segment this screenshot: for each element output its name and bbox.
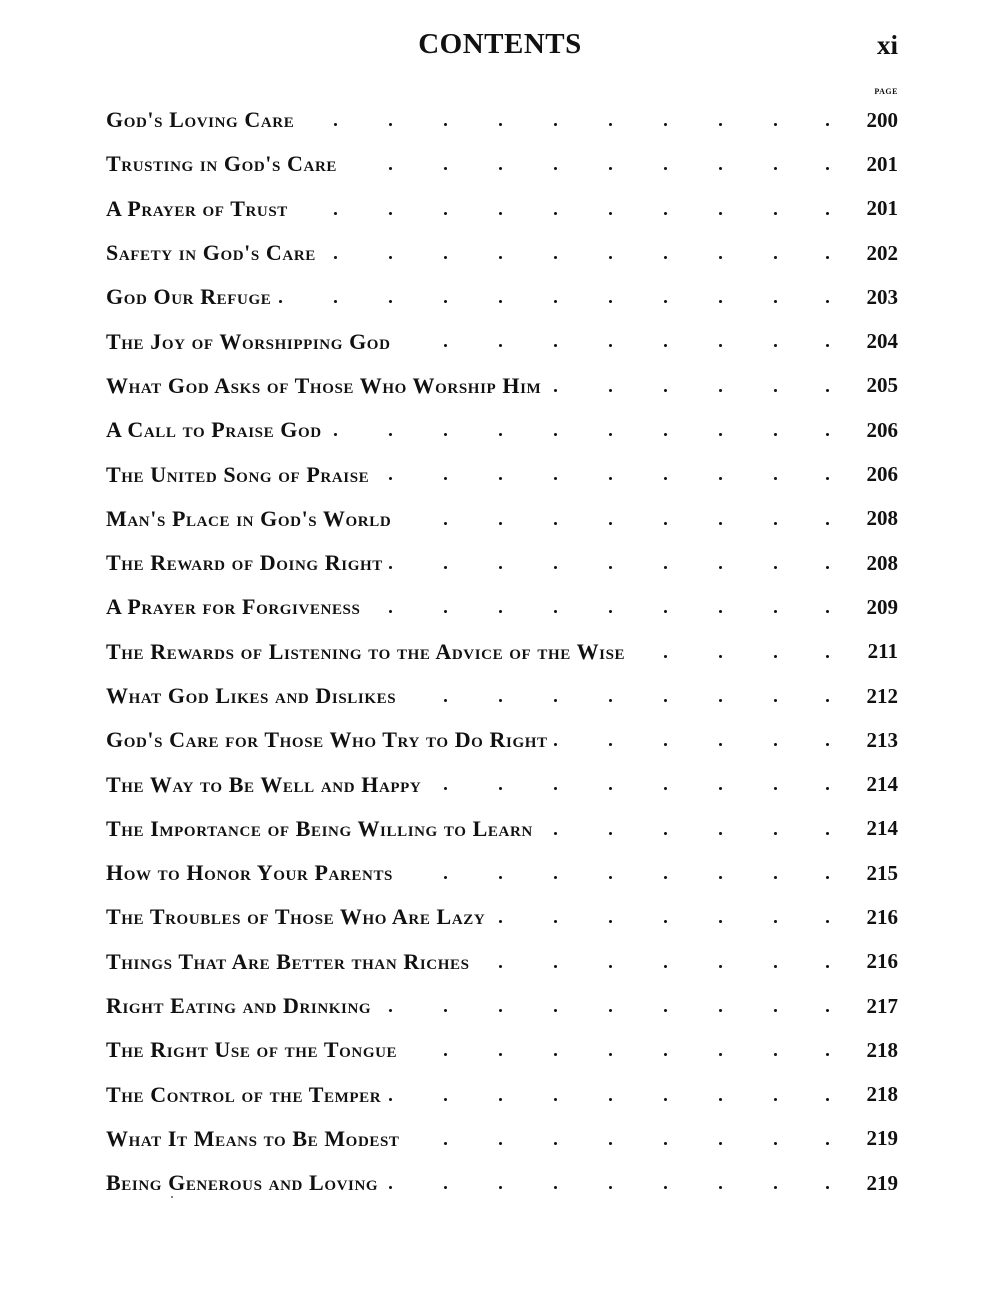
toc-entry-page: 208 <box>866 506 898 531</box>
leader-dot <box>664 787 667 790</box>
toc-entry <box>106 98 898 142</box>
leader-dot <box>719 300 722 303</box>
leader-dot <box>609 300 612 303</box>
toc-entry-page: 201 <box>866 196 898 221</box>
leader-dot <box>389 300 392 303</box>
toc-entry-page: 201 <box>866 151 898 176</box>
leader-dot <box>826 876 829 879</box>
leader-dot <box>826 212 829 215</box>
toc-entry-page: 216 <box>866 949 898 974</box>
leader-dot <box>774 123 777 126</box>
leader-dot <box>499 699 502 702</box>
toc-entry-title: God Our Refuge <box>106 284 277 310</box>
leader-dot <box>826 123 829 126</box>
leader-dot <box>719 433 722 436</box>
toc-entry <box>106 585 898 629</box>
leader-dot <box>554 212 557 215</box>
leader-dot <box>826 610 829 613</box>
leader-dot <box>444 1186 447 1189</box>
leader-dot <box>774 743 777 746</box>
leader-dot <box>664 256 667 259</box>
toc-entry-page: 211 <box>867 639 898 664</box>
leader-dot <box>826 787 829 790</box>
toc-entry-title: A Prayer of Trust <box>106 196 294 222</box>
leader-dot <box>554 1009 557 1012</box>
leader-dot <box>609 965 612 968</box>
leader-dot <box>499 787 502 790</box>
leader-dot <box>609 167 612 170</box>
toc-entry <box>106 1117 898 1161</box>
leader-dot <box>389 1098 392 1101</box>
toc-entry-title: What God Asks of Those Who Worship Him <box>106 373 547 399</box>
toc-entry <box>106 142 898 186</box>
leader-dot <box>719 389 722 392</box>
leader-dot <box>389 566 392 569</box>
leader-dot <box>554 1186 557 1189</box>
leader-dot <box>499 1053 502 1056</box>
toc-entry-page: 212 <box>866 683 898 708</box>
toc-entry <box>106 762 898 806</box>
table-of-contents <box>106 98 898 1205</box>
leader-dot <box>664 699 667 702</box>
toc-entry <box>106 541 898 585</box>
toc-entry-title: God's Loving Care <box>106 107 300 133</box>
leader-dot <box>664 920 667 923</box>
leader-dot <box>444 876 447 879</box>
leader-dot <box>719 655 722 658</box>
leader-dot <box>554 433 557 436</box>
leader-dot <box>499 1098 502 1101</box>
leader-dot <box>774 1098 777 1101</box>
leader-dot <box>499 123 502 126</box>
leader-dot <box>719 123 722 126</box>
leader-dot <box>444 344 447 347</box>
toc-entry <box>106 452 898 496</box>
toc-entry-page: 204 <box>866 329 898 354</box>
leader-dot <box>499 212 502 215</box>
leader-dot <box>719 1186 722 1189</box>
toc-entry-title: The Joy of Worshipping God <box>106 329 397 355</box>
leader-dot <box>444 167 447 170</box>
leader-dot <box>774 300 777 303</box>
leader-dot <box>664 610 667 613</box>
leader-dot <box>554 1098 557 1101</box>
leader-dot <box>826 256 829 259</box>
leader-dot <box>554 389 557 392</box>
leader-dot <box>719 1142 722 1145</box>
leader-dot <box>554 787 557 790</box>
leader-dot <box>389 610 392 613</box>
toc-entry <box>106 718 898 762</box>
leader-dot <box>444 1009 447 1012</box>
toc-entry-title: The United Song of Praise <box>106 462 375 488</box>
leader-dot <box>499 1142 502 1145</box>
toc-entry-title: Things That Are Better than Riches <box>106 949 476 975</box>
leader-dot <box>719 699 722 702</box>
page-number: xi <box>876 30 898 60</box>
leader-dot <box>609 876 612 879</box>
leader-dot <box>664 389 667 392</box>
leader-dot <box>664 1186 667 1189</box>
toc-entry <box>106 630 898 674</box>
toc-entry-title: The Importance of Being Willing to Learn <box>106 816 539 842</box>
leader-dot <box>609 832 612 835</box>
leader-dot <box>444 1098 447 1101</box>
leader-dot <box>499 433 502 436</box>
leader-dot <box>334 123 337 126</box>
toc-entry <box>106 364 898 408</box>
leader-dot <box>444 610 447 613</box>
toc-entry-page: 202 <box>866 240 898 265</box>
leader-dot <box>554 610 557 613</box>
leader-dot <box>826 344 829 347</box>
leader-dot <box>499 1009 502 1012</box>
leader-dot <box>609 920 612 923</box>
leader-dot <box>389 167 392 170</box>
leader-dot <box>826 1186 829 1189</box>
leader-dot <box>664 212 667 215</box>
leader-dot <box>719 212 722 215</box>
toc-entry-title: A Call to Praise God <box>106 417 328 443</box>
toc-entry-page: 208 <box>866 550 898 575</box>
toc-entry <box>106 408 898 452</box>
toc-entry-title: God's Care for Those Who Try to Do Right <box>106 727 554 753</box>
leader-dot <box>499 1186 502 1189</box>
leader-dot <box>499 566 502 569</box>
leader-dot <box>609 1186 612 1189</box>
leader-dot <box>774 876 777 879</box>
toc-entry-page: 209 <box>866 594 898 619</box>
toc-entry-page: 219 <box>866 1170 898 1195</box>
leader-dot <box>774 832 777 835</box>
leader-dot <box>389 256 392 259</box>
leader-dot <box>664 876 667 879</box>
leader-dot <box>444 1053 447 1056</box>
toc-entry-title: The Reward of Doing Right <box>106 550 389 576</box>
leader-dot <box>664 344 667 347</box>
leader-dot <box>719 522 722 525</box>
leader-dot <box>499 167 502 170</box>
page-title: CONTENTS <box>418 28 582 60</box>
leader-dot <box>719 256 722 259</box>
leader-dot <box>826 566 829 569</box>
toc-entry-page: 218 <box>866 1082 898 1107</box>
leader-dot <box>444 566 447 569</box>
leader-dot <box>719 344 722 347</box>
toc-entry <box>106 895 898 939</box>
leader-dot <box>609 212 612 215</box>
leader-dot <box>774 477 777 480</box>
leader-dot <box>554 832 557 835</box>
toc-entry-title: The Troubles of Those Who Are Lazy <box>106 904 491 930</box>
leader-dot <box>664 477 667 480</box>
leader-dot <box>664 123 667 126</box>
leader-dot <box>554 123 557 126</box>
leader-dot <box>774 787 777 790</box>
toc-entry-title: The Rewards of Listening to the Advice of the Wise <box>106 639 631 665</box>
toc-entry-page: 206 <box>866 462 898 487</box>
leader-dot <box>609 787 612 790</box>
leader-dot <box>609 566 612 569</box>
leader-dot <box>664 1142 667 1145</box>
toc-entry-title: How to Honor Your Parents <box>106 860 399 886</box>
leader-dot <box>389 123 392 126</box>
leader-dot <box>719 566 722 569</box>
leader-dot <box>719 876 722 879</box>
leader-dot <box>444 1142 447 1145</box>
leader-dot <box>774 256 777 259</box>
leader-dot <box>719 1053 722 1056</box>
leader-dot <box>826 389 829 392</box>
leader-dot <box>826 433 829 436</box>
leader-dot <box>334 212 337 215</box>
toc-entry-title: A Prayer for Forgiveness <box>106 594 366 620</box>
leader-dot <box>826 965 829 968</box>
toc-entry-title: Man's Place in God's World <box>106 506 397 532</box>
leader-dot <box>719 787 722 790</box>
leader-dot <box>719 610 722 613</box>
leader-dot <box>444 433 447 436</box>
leader-dot <box>554 566 557 569</box>
leader-dot <box>664 300 667 303</box>
leader-dot <box>719 920 722 923</box>
leader-dot <box>334 433 337 436</box>
leader-dot <box>774 522 777 525</box>
leader-dot <box>444 256 447 259</box>
leader-dot <box>774 1142 777 1145</box>
toc-entry-page: 217 <box>866 993 898 1018</box>
toc-entry-page: 218 <box>866 1037 898 1062</box>
toc-entry-page: 203 <box>866 284 898 309</box>
leader-dot <box>826 832 829 835</box>
toc-entry-page: 205 <box>866 373 898 398</box>
toc-entry-page: 214 <box>866 816 898 841</box>
leader-dot <box>554 1053 557 1056</box>
leader-dot <box>719 167 722 170</box>
leader-dot <box>826 300 829 303</box>
toc-entry <box>106 851 898 895</box>
toc-entry <box>106 1073 898 1117</box>
leader-dot <box>826 522 829 525</box>
leader-dot <box>609 389 612 392</box>
leader-dot <box>334 256 337 259</box>
toc-entry-page: 206 <box>866 417 898 442</box>
leader-dot <box>609 1142 612 1145</box>
leader-dot <box>774 655 777 658</box>
toc-entry <box>106 807 898 851</box>
toc-entry <box>106 231 898 275</box>
leader-dot <box>719 1009 722 1012</box>
leader-dot <box>499 876 502 879</box>
toc-entry-title: The Control of the Temper <box>106 1082 387 1108</box>
leader-dot <box>664 743 667 746</box>
leader-dot <box>609 123 612 126</box>
toc-entry-title: The Right Use of the Tongue <box>106 1037 403 1063</box>
leader-dot <box>774 1053 777 1056</box>
leader-dot <box>389 1009 392 1012</box>
toc-entry <box>106 497 898 541</box>
leader-dot <box>554 965 557 968</box>
leader-dot <box>609 344 612 347</box>
leader-dot <box>609 743 612 746</box>
leader-dot <box>444 212 447 215</box>
leader-dot <box>664 167 667 170</box>
toc-entry-page: 219 <box>866 1126 898 1151</box>
toc-entry-title: Trusting in God's Care <box>106 151 343 177</box>
toc-entry-title: What God Likes and Dislikes <box>106 683 402 709</box>
leader-dot <box>609 699 612 702</box>
toc-entry-page: 215 <box>866 860 898 885</box>
leader-dot <box>609 522 612 525</box>
leader-dot <box>774 433 777 436</box>
toc-entry <box>106 187 898 231</box>
leader-dot <box>826 699 829 702</box>
leader-dot <box>609 1009 612 1012</box>
toc-entry <box>106 940 898 984</box>
leader-dot <box>609 1053 612 1056</box>
leader-dot <box>664 566 667 569</box>
leader-dot <box>499 965 502 968</box>
leader-dot <box>826 655 829 658</box>
leader-dot <box>554 876 557 879</box>
leader-dot <box>664 1009 667 1012</box>
leader-dot <box>719 965 722 968</box>
toc-entry-title: Right Eating and Drinking <box>106 993 377 1019</box>
leader-dot <box>499 920 502 923</box>
leader-dot <box>389 433 392 436</box>
leader-dot <box>774 965 777 968</box>
leader-dot <box>609 256 612 259</box>
leader-dot <box>826 477 829 480</box>
leader-dot <box>664 965 667 968</box>
leader-dot <box>774 389 777 392</box>
leader-dot <box>554 522 557 525</box>
leader-dot <box>334 300 337 303</box>
leader-dot <box>444 123 447 126</box>
leader-dot <box>774 699 777 702</box>
leader-dot <box>444 699 447 702</box>
leader-dot <box>499 477 502 480</box>
page-column-label: PAGE <box>874 87 898 96</box>
leader-dot <box>389 1186 392 1189</box>
leader-dot <box>826 920 829 923</box>
leader-dot <box>719 477 722 480</box>
leader-dot <box>826 1142 829 1145</box>
toc-entry <box>106 1161 898 1205</box>
leader-dot <box>499 256 502 259</box>
leader-dot <box>554 167 557 170</box>
leader-dot <box>774 610 777 613</box>
leader-dot <box>389 477 392 480</box>
leader-dot <box>719 743 722 746</box>
leader-dot <box>554 256 557 259</box>
leader-dot <box>499 522 502 525</box>
toc-entry-page: 213 <box>866 727 898 752</box>
leader-dot <box>774 920 777 923</box>
leader-dot <box>279 300 282 303</box>
toc-entry <box>106 674 898 718</box>
leader-dot <box>554 300 557 303</box>
leader-dot <box>826 1009 829 1012</box>
leader-dot <box>826 1053 829 1056</box>
leader-dot <box>609 477 612 480</box>
leader-dot <box>554 743 557 746</box>
leader-dot <box>664 1098 667 1101</box>
leader-dot <box>664 433 667 436</box>
toc-entry <box>106 984 898 1028</box>
leader-dot <box>609 433 612 436</box>
leader-dot <box>826 1098 829 1101</box>
leader-dot <box>554 344 557 347</box>
leader-dot <box>664 1053 667 1056</box>
toc-entry-title: The Way to Be Well and Happy <box>106 772 427 798</box>
leader-dot <box>444 300 447 303</box>
leader-dot <box>664 832 667 835</box>
leader-dot <box>609 1098 612 1101</box>
leader-dot <box>774 167 777 170</box>
leader-dot <box>554 699 557 702</box>
toc-entry-title: Safety in God's Care <box>106 240 322 266</box>
toc-entry <box>106 275 898 319</box>
leader-dot <box>499 300 502 303</box>
toc-entry <box>106 1028 898 1072</box>
leader-dot <box>554 477 557 480</box>
leader-dot <box>389 212 392 215</box>
toc-entry-title: What It Means to Be Modest <box>106 1126 406 1152</box>
leader-dot <box>444 787 447 790</box>
leader-dot <box>719 1098 722 1101</box>
toc-entry <box>106 319 898 363</box>
leader-dot <box>774 1009 777 1012</box>
leader-dot <box>499 610 502 613</box>
leader-dot <box>826 743 829 746</box>
toc-entry-page: 216 <box>866 904 898 929</box>
leader-dot <box>774 1186 777 1189</box>
leader-dot <box>664 655 667 658</box>
leader-dot <box>719 832 722 835</box>
leader-dot <box>554 1142 557 1145</box>
leader-dot <box>774 212 777 215</box>
leader-dot <box>774 344 777 347</box>
leader-dot <box>499 344 502 347</box>
toc-entry-page: 214 <box>866 772 898 797</box>
leader-dot <box>664 522 667 525</box>
toc-entry-title: Being Generous and Loving <box>106 1170 384 1196</box>
leader-dot <box>554 920 557 923</box>
leader-dot <box>774 566 777 569</box>
leader-dot <box>444 477 447 480</box>
toc-entry-page: 200 <box>866 107 898 132</box>
leader-dot <box>609 610 612 613</box>
leader-dot <box>444 522 447 525</box>
leader-dot <box>826 167 829 170</box>
